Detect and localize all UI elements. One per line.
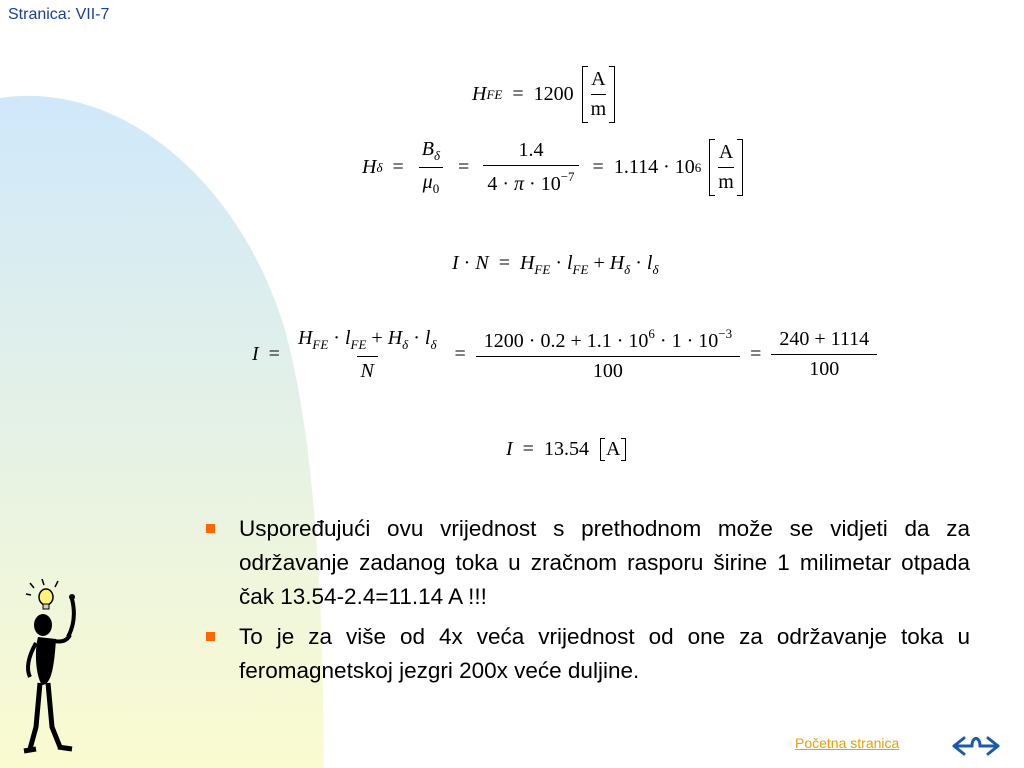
- equation-current-calc: I = $\frac{H_{FE} \cdot l_{FE} + H_\delta \cdot l_\delta}{N}$ = $\frac{1200 \cdot 0.2 + 1.1 \cdot 10^6 \cdot 1 \cdot 10^{-3}}{100}$ = $\frac{240 + 1114}{100}$: [252, 326, 877, 383]
- equation-h-fe: H FE = 1200 A m: [472, 66, 615, 123]
- bullet-list: [206, 512, 970, 694]
- return-arrows-icon[interactable]: [950, 728, 1002, 764]
- equation-h-delta: H δ = $\frac{B_\delta}{\mu_0}$ = $\frac{1.4}{4 \cdot \pi \cdot 10^{-7}}$ = 1.114 · 10 6 A m: [362, 138, 743, 197]
- bullet-text: Uspoređujući ovu vrijednost s prethodnom može se vidjeti da za održavanje zadanog toka u zračnom rasporu širine 1 milimetar otpada čak 13.54-2.4=11.14 A !!!: [239, 516, 970, 609]
- page-label: Stranica: VII-7: [8, 6, 110, 23]
- list-item: [206, 620, 970, 688]
- equation-current-result: I = 13.54 A: [506, 438, 626, 461]
- unit-a-per-m: A m: [582, 66, 616, 123]
- list-item: [206, 512, 970, 614]
- equation-ampere-law: $I \cdot N = H_{FE} \cdot l_{FE} + H_\delta \cdot l_\delta$: [452, 252, 659, 277]
- home-link[interactable]: Početna stranica: [795, 735, 900, 751]
- bullet-square-icon: [206, 524, 215, 533]
- thinking-man-lightbulb-icon: [20, 577, 92, 757]
- bullet-square-icon: [206, 632, 215, 641]
- unit-a-per-m: A m: [709, 139, 743, 196]
- bullet-text: To je za više od 4x veća vrijednost od one za održavanje toka u feromagnetskoj jezgri 200x veće duljine.: [239, 624, 970, 683]
